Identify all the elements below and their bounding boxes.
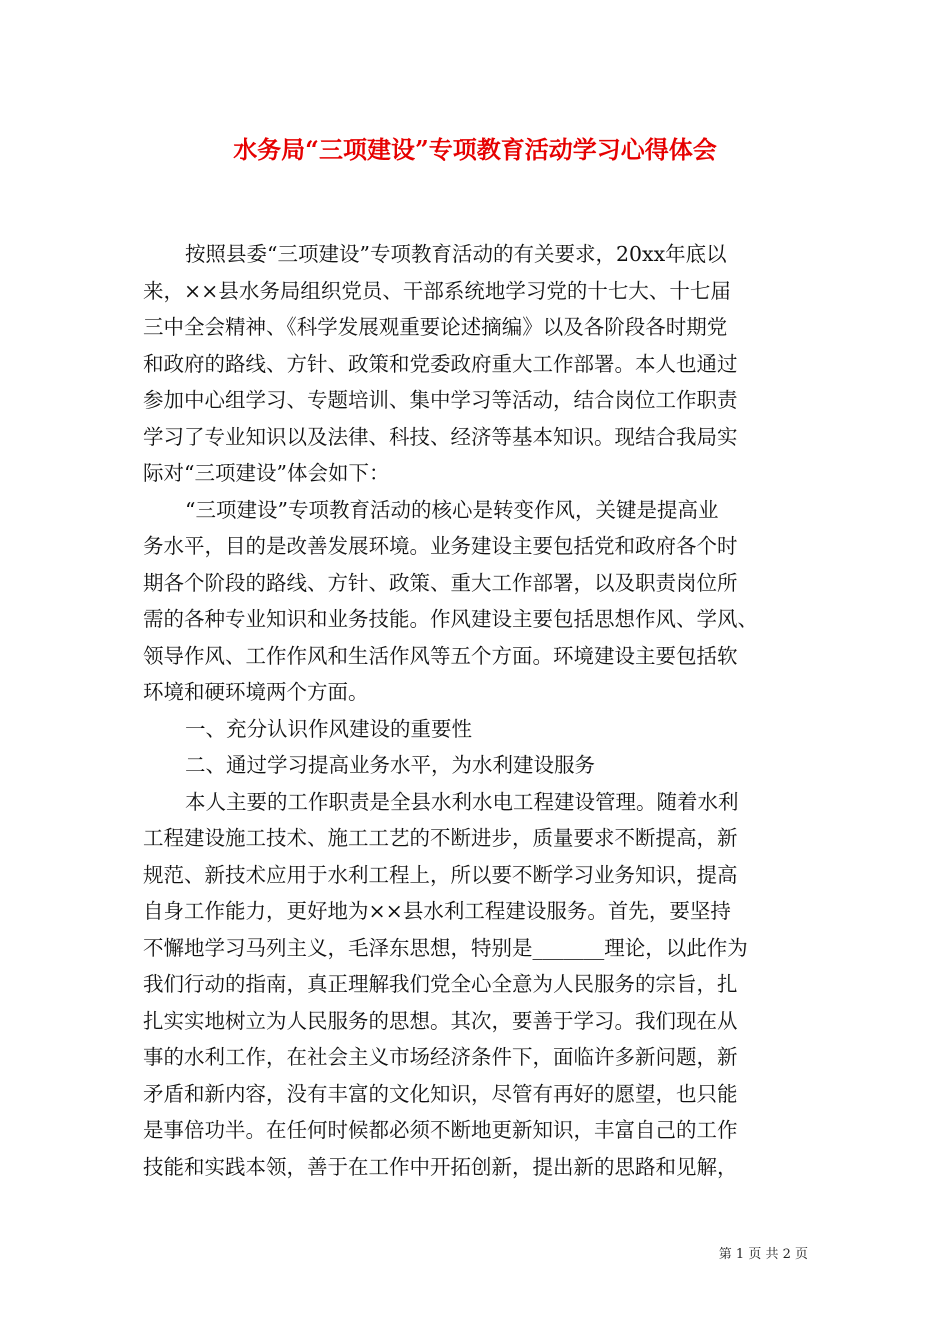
body-line: 和政府的路线、方针、政策和党委政府重大工作部署。本人也通过 (143, 351, 738, 376)
body-line: 环境和硬环境两个方面。 (143, 680, 369, 704)
document-body (143, 236, 808, 1185)
body-line: 本人主要的工作职责是全县水利水电工程建设管理。随着水利 (185, 789, 739, 814)
body-line: 参加中心组学习、专题培训、集中学习等活动，结合岗位工作职责 (143, 388, 738, 412)
body-line: 来，××县水务局组织党员、干部系统地学习党的十七大、十七届 (143, 278, 731, 303)
body-line: 事的水利工作，在社会主义市场经济条件下，面临许多新问题，新 (143, 1045, 738, 1069)
page-number: 第 1 页 共 2 页 (718, 1247, 808, 1262)
body-line: 不懈地学习马列主义，毛泽东思想，特别是_______理论，以此作为 (143, 935, 748, 960)
body-line: 我们行动的指南，真正理解我们党全心全意为人民服务的宗旨，扎 (143, 972, 738, 996)
body-line: 扎实实地树立为人民服务的思想。其次，要善于学习。我们现在从 (143, 1008, 738, 1033)
body-line: 二、通过学习提高业务水平，为水利建设服务 (185, 753, 595, 777)
body-line: 期各个阶段的路线、方针、政策、重大工作部署，以及职责岗位所 (143, 570, 738, 595)
body-line: 一、充分认识作风建设的重要性 (185, 716, 472, 741)
body-line: 需的各种专业知识和业务技能。作风建设主要包括思想作风、学风、 (143, 607, 758, 631)
body-line: 是事倍功半。在任何时候都必须不断地更新知识，丰富自己的工作 (143, 1118, 738, 1142)
body-line: “三项建设”专项教育活动的核心是转变作风，关键是提高业 (185, 497, 719, 522)
body-line: 自身工作能力，更好地为××县水利工程建设服务。首先，要坚持 (143, 899, 731, 923)
body-line: 学习了专业知识以及法律、科技、经济等基本知识。现结合我局实 (143, 424, 738, 449)
body-line: 按照县委“三项建设”专项教育活动的有关要求，20xx年底以 (185, 242, 727, 266)
document-title: 水务局“三项建设”专项教育活动学习心得体会 (233, 135, 717, 164)
body-line: 规范、新技术应用于水利工程上，所以要不断学习业务知识，提高 (143, 862, 738, 887)
body-line: 领导作风、工作作风和生活作风等五个方面。环境建设主要包括软 (143, 643, 738, 668)
body-line: 技能和实践本领，善于在工作中开拓创新，提出新的思路和见解， (143, 1154, 738, 1179)
body-line: 矛盾和新内容，没有丰富的文化知识，尽管有再好的愿望，也只能 (143, 1081, 738, 1106)
body-line: 工程建设施工技术、施工工艺的不断进步，质量要求不断提高，新 (143, 826, 738, 850)
body-line: 务水平，目的是改善发展环境。业务建设主要包括党和政府各个时 (143, 534, 738, 558)
body-line: 三中全会精神、《科学发展观重要论述摘编》以及各阶段各时期党 (143, 315, 728, 339)
body-line: 际对“三项建设”体会如下： (143, 461, 390, 485)
